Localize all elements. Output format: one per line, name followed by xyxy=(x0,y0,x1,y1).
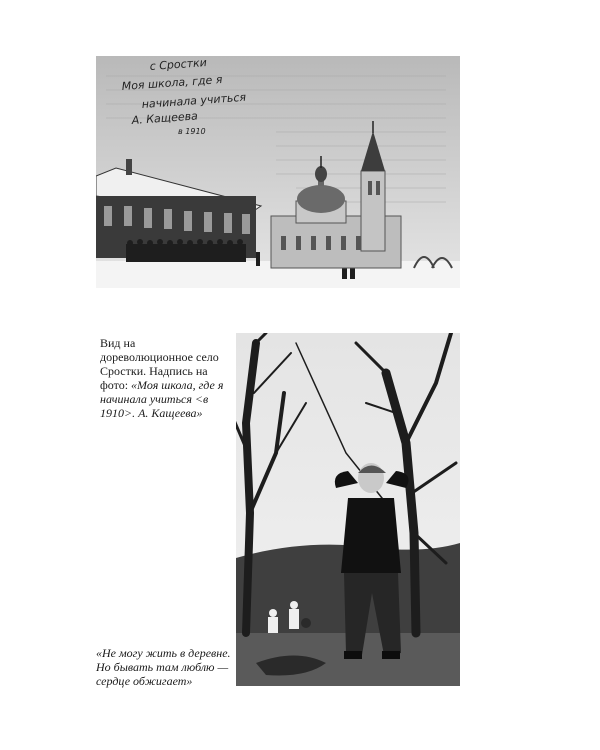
caption-quote: «Не могу жить в деревне. Но бывать там люблю — сердце обжигает» xyxy=(96,646,231,688)
photo-man-under-trees xyxy=(236,333,460,686)
handwriting-line-2: Моя школа, где я xyxy=(121,72,223,93)
caption-village-description: Вид на дореволюционное село Сростки. Надпись на фото: xyxy=(100,336,219,392)
caption-village-inscription: «Моя школа, где я начинала учиться <в 1910>. А. Кащеева» xyxy=(100,378,224,420)
handwriting-line-4: А. Кащеева xyxy=(131,109,199,127)
handwriting-line-1: с Сростки xyxy=(149,56,208,73)
photo-school-and-church xyxy=(96,56,460,288)
handwriting-year: в 1910 xyxy=(178,127,206,136)
caption-village-photo xyxy=(100,336,230,420)
handwriting-line-3: начинала учиться xyxy=(141,90,247,111)
